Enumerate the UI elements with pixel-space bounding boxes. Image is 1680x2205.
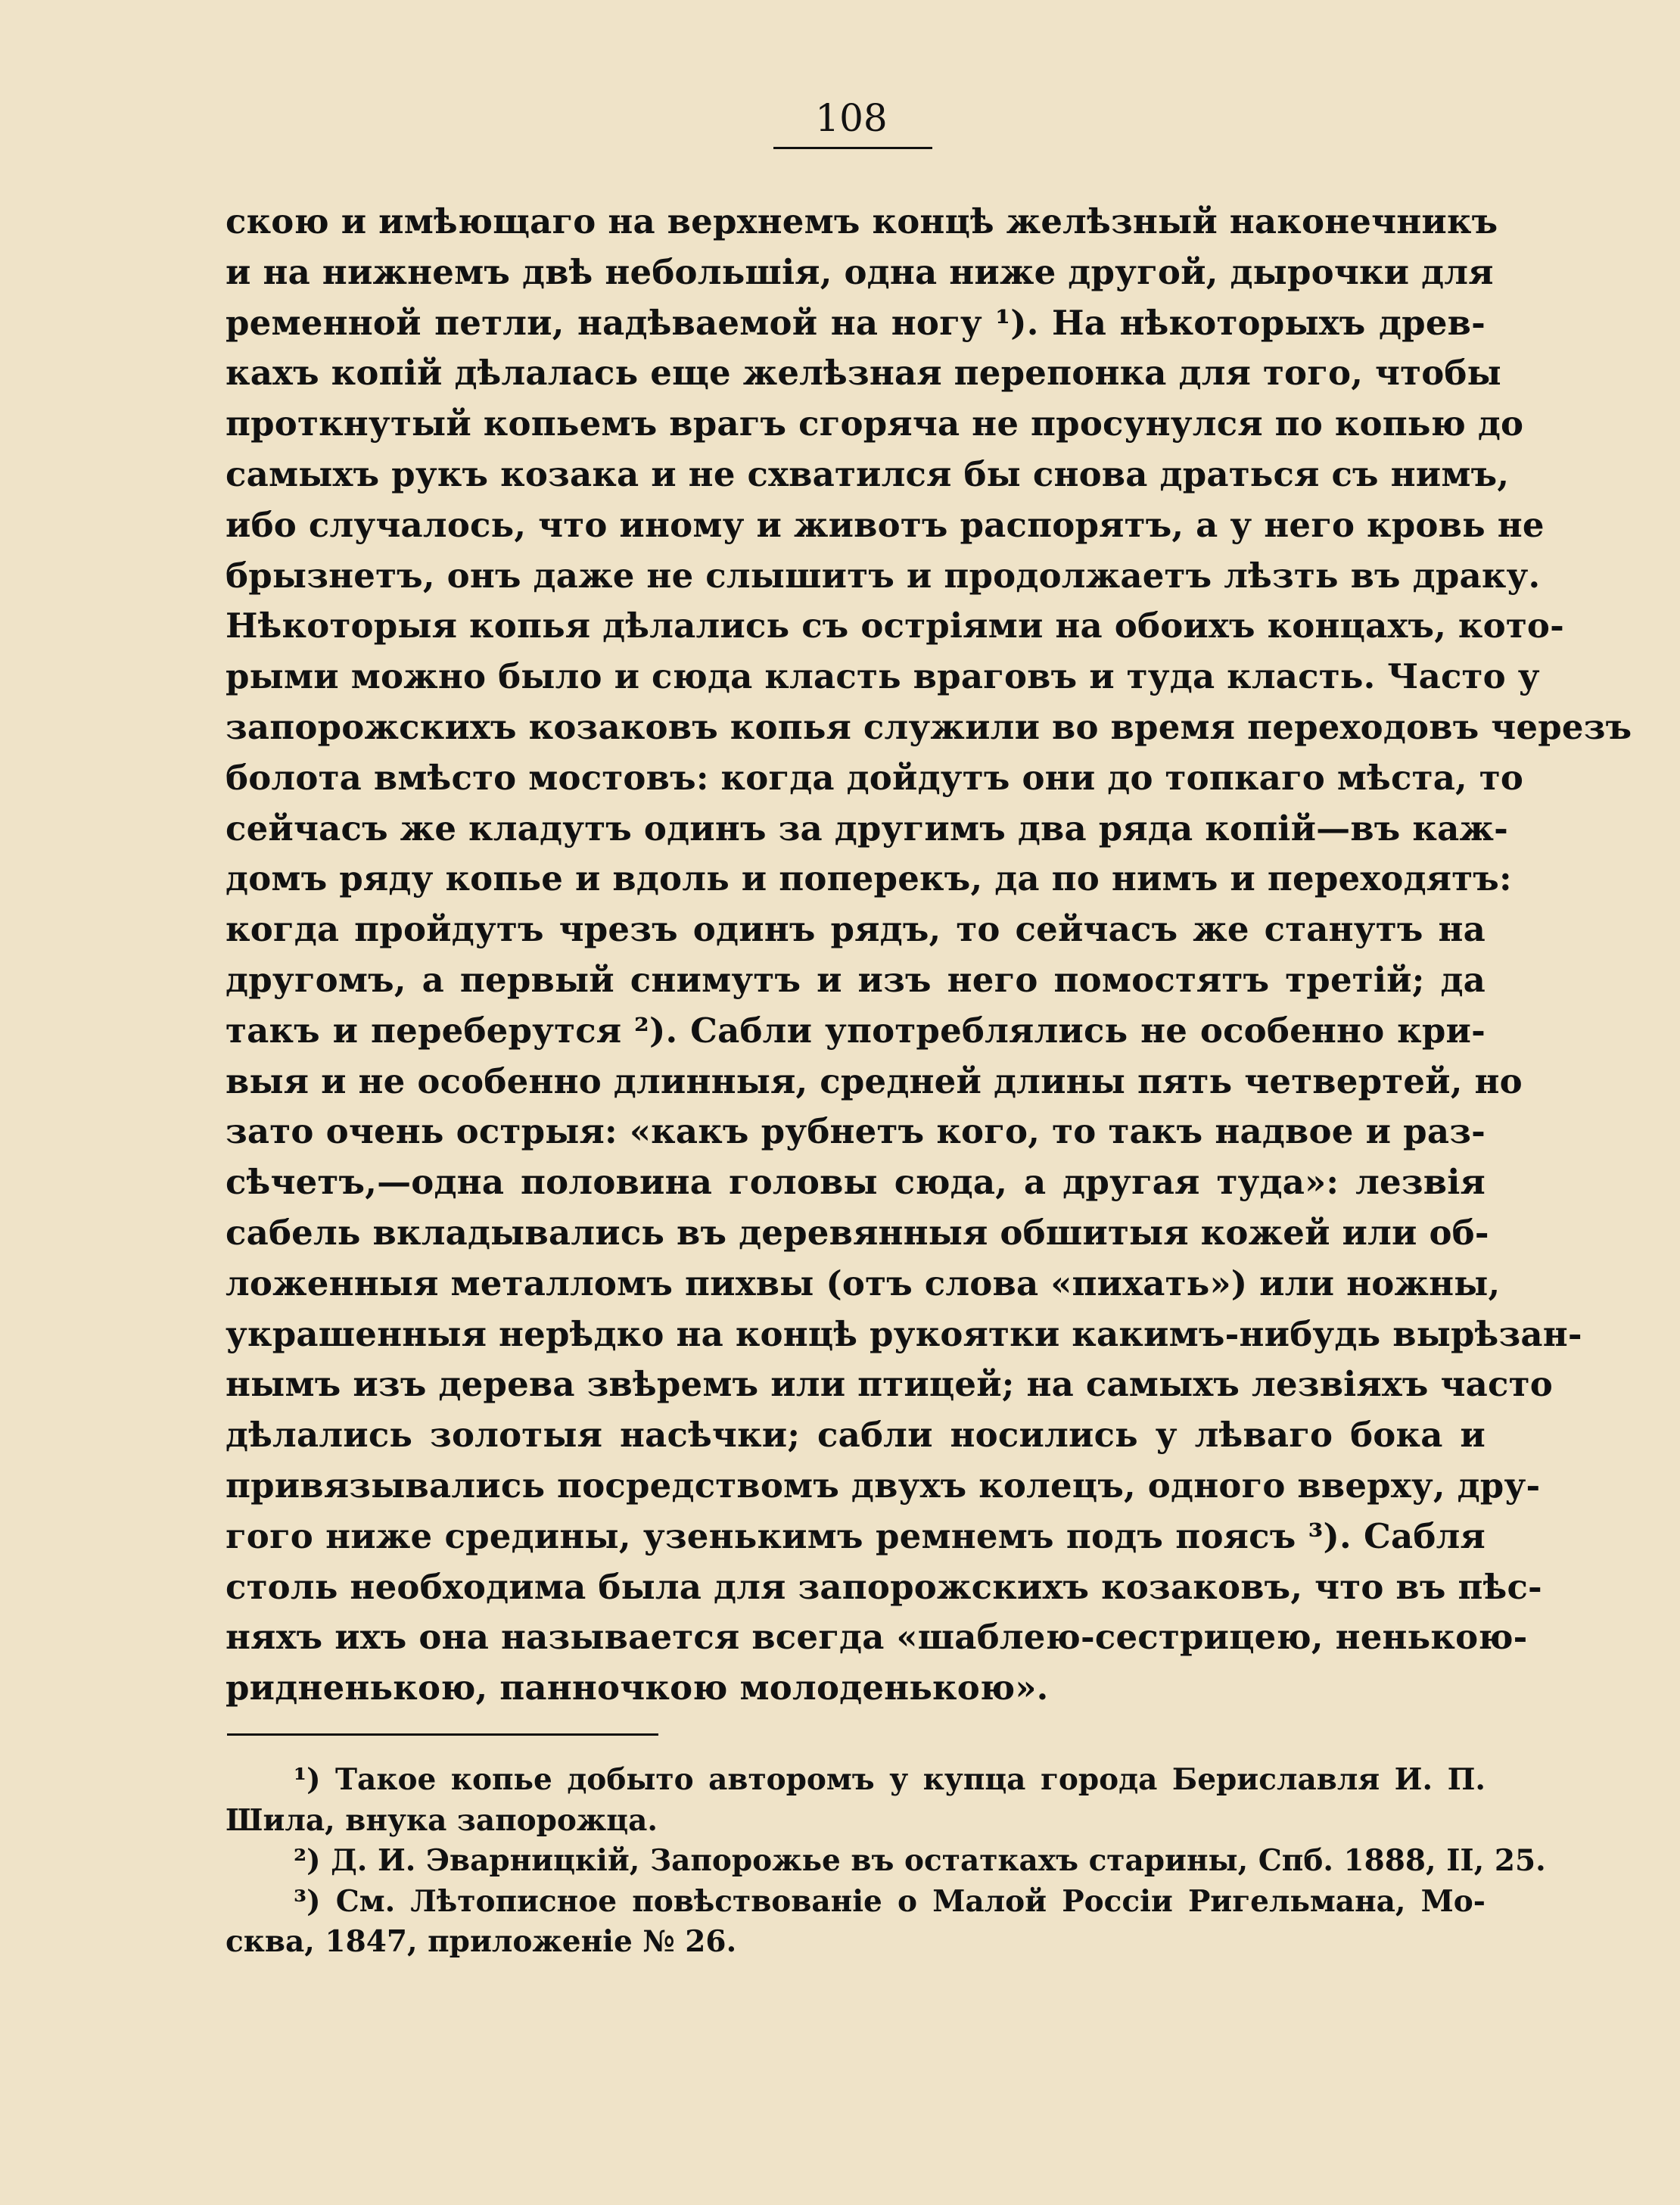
text-line: выя и не особенно длинныя, средней длины пять четвертей, но [226,1060,1523,1101]
text-line: запорожскихъ козаковъ копья служили во время переходовъ черезъ [226,706,1632,747]
body-text [226,197,1632,1714]
text-line: столь необходима была для запорожскихъ козаковъ, что въ пѣс- [226,1566,1542,1607]
text-line: Нѣкоторыя копья дѣлались съ остріями на обоихъ концахъ, кото- [226,606,1565,646]
page-number-underline [773,147,932,149]
text-line: сейчасъ же кладутъ одинъ за другимъ два ряда копій—въ каж- [226,808,1508,849]
page-number: 108 [815,96,888,140]
text-line: ложенныя металломъ пихвы (отъ слова «пихать») или ножны, [226,1263,1501,1303]
footnote-line: ²) Д. И. Эварницкій, Запорожье въ остаткахъ старины, Спб. 1888, II, 25. [294,1843,1546,1878]
text-line: зато очень острыя: «какъ рубнетъ кого, то такъ надвое и раз- [226,1111,1486,1152]
text-line: кахъ копій дѣлалась еще желѣзная перепонка для того, чтобы [226,353,1501,394]
text-line: няхъ ихъ она называется всегда «шаблею-сестрицею, ненькою- [226,1617,1528,1658]
text-line: и на нижнемъ двѣ небольшія, одна ниже другой, дырочки для [226,251,1494,292]
text-line: ридненькою, панночкою молоденькою». [226,1668,1049,1708]
text-line: когда пройдутъ чрезъ одинъ рядъ, то сейчасъ же станутъ на [226,909,1486,950]
footnote-line: ³) См. Лѣтописное повѣствованіе о Малой Россіи Ригельмана, Мо- [294,1883,1486,1919]
text-line: нымъ изъ дерева звѣремъ или птицей; на самыхъ лезвіяхъ часто [226,1364,1553,1405]
text-line: рыми можно было и сюда класть враговъ и туда класть. Часто у [226,656,1540,697]
text-line: другомъ, а первый снимутъ и изъ него помостятъ третій; да [226,959,1486,1000]
text-line: гого ниже средины, узенькимъ ремнемъ подъ поясъ ³). Сабля [226,1515,1486,1556]
text-line: самыхъ рукъ козака и не схватился бы снова драться съ нимъ, [226,453,1510,494]
footnote-line: ¹) Такое копье добыто авторомъ у купца города Бериславля И. П. [294,1762,1486,1797]
text-line: домъ ряду копье и вдоль и поперекъ, да по нимъ и переходятъ: [226,858,1512,899]
text-line: брызнетъ, онъ даже не слышитъ и продолжаетъ лѣзть въ драку. [226,555,1541,596]
text-line: украшенныя нерѣдко на концѣ рукоятки какимъ-нибудь вырѣзан- [226,1313,1582,1354]
footnote-separator [227,1733,658,1736]
text-line: привязывались посредствомъ двухъ колецъ, одного вверху, дру- [226,1465,1541,1506]
footnotes [226,1760,1546,1963]
text-line: болота вмѣсто мостовъ: когда дойдутъ они до топкаго мѣста, то [226,757,1524,798]
text-line: такъ и переберутся ²). Сабли употреблялись не особенно кри- [226,1010,1486,1051]
text-line: сѣчетъ,—одна половина головы сюда, а другая туда»: лезвія [226,1162,1486,1203]
text-line: скою и имѣющаго на верхнемъ концѣ желѣзный наконечникъ [226,201,1498,241]
text-line: ибо случалось, что иному и животъ распорятъ, а у него кровь не [226,504,1545,545]
text-line: сабель вкладывались въ деревянныя обшитыя кожей или об- [226,1212,1489,1253]
text-line: проткнутый копьемъ врагъ сгоряча не просунулся по копью до [226,403,1524,444]
text-line: ременной петли, надѣваемой на ногу ¹). На нѣкоторыхъ древ- [226,302,1486,343]
footnote-line: сква, 1847, приложеніе № 26. [226,1924,737,1959]
footnote-line: Шила, внука запорожца. [226,1802,658,1838]
text-line: дѣлались золотыя насѣчки; сабли носились у лѣваго бока и [226,1415,1486,1456]
